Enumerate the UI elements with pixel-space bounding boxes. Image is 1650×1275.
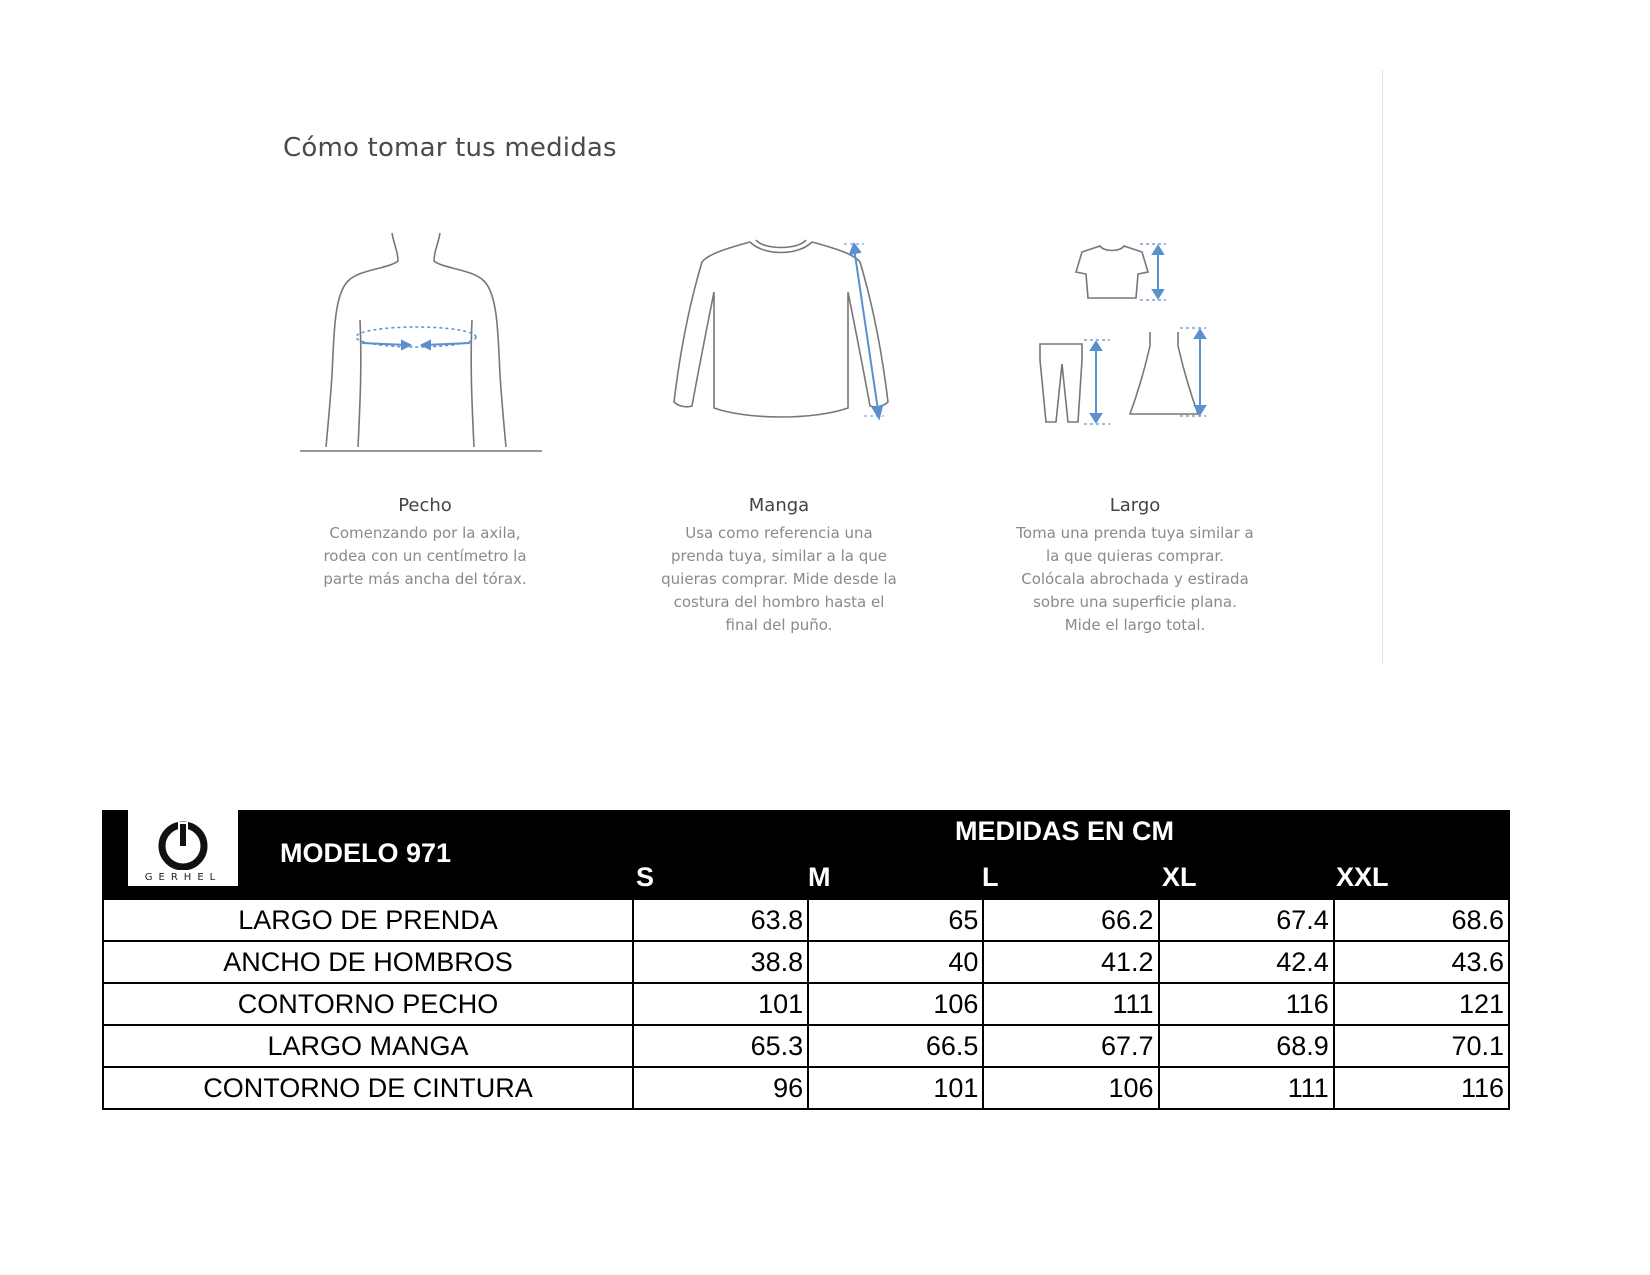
cell-value: 66.2 xyxy=(983,899,1158,941)
size-header-s: S xyxy=(636,862,655,892)
cell-value: 67.7 xyxy=(983,1025,1158,1067)
cell-value: 101 xyxy=(808,1067,983,1109)
caption-pecho xyxy=(290,495,560,591)
cell-value: 66.5 xyxy=(808,1025,983,1067)
cell-value: 111 xyxy=(983,983,1158,1025)
size-table xyxy=(102,810,1510,1110)
table-row xyxy=(103,1025,1509,1067)
caption-text: Comenzando por la axila, rodea con un centímetro la parte más ancha del tórax. xyxy=(323,524,527,588)
cell-value: 68.6 xyxy=(1334,899,1509,941)
caption-text: Toma una prenda tuya similar a la que quieras comprar. Colócala abrochada y estirada sobre una superficie plana. Mide el largo total. xyxy=(1016,524,1254,634)
row-label: LARGO DE PRENDA xyxy=(103,899,633,941)
cell-value: 106 xyxy=(983,1067,1158,1109)
caption-title: Pecho xyxy=(398,495,452,516)
caption-title: Manga xyxy=(748,495,810,516)
table-header xyxy=(102,810,1510,898)
caption-text: Usa como referencia una prenda tuya, similar a la que quieras comprar. Mide desde la costura del hombro hasta el final del puño. xyxy=(661,524,897,634)
units-label: MEDIDAS EN CM xyxy=(955,816,1175,846)
cell-value: 116 xyxy=(1334,1067,1509,1109)
row-label: ANCHO DE HOMBROS xyxy=(103,941,633,983)
size-header-m: M xyxy=(808,862,831,892)
cell-value: 70.1 xyxy=(1334,1025,1509,1067)
cell-value: 106 xyxy=(808,983,983,1025)
cell-value: 65.3 xyxy=(633,1025,808,1067)
size-header-l: L xyxy=(982,862,999,892)
caption-title: Largo xyxy=(1109,495,1161,516)
cell-value: 38.8 xyxy=(633,941,808,983)
guide-title: Cómo tomar tus medidas xyxy=(283,133,617,163)
size-header-xl: XL xyxy=(1162,862,1197,892)
cell-value: 68.9 xyxy=(1159,1025,1334,1067)
power-logo-icon xyxy=(156,820,210,870)
cell-value: 67.4 xyxy=(1159,899,1334,941)
measurements-grid xyxy=(102,898,1510,1110)
cell-value: 40 xyxy=(808,941,983,983)
caption-largo xyxy=(1000,495,1270,637)
section-divider xyxy=(1382,70,1383,665)
cell-value: 96 xyxy=(633,1067,808,1109)
table-row xyxy=(103,983,1509,1025)
chest-measure-illustration xyxy=(290,225,550,465)
cell-value: 43.6 xyxy=(1334,941,1509,983)
table-row xyxy=(103,941,1509,983)
model-name: MODELO 971 xyxy=(280,838,452,868)
row-label: CONTORNO PECHO xyxy=(103,983,633,1025)
row-label: LARGO MANGA xyxy=(103,1025,633,1067)
brand-logo xyxy=(128,810,238,886)
brand-name: GERHEL xyxy=(144,872,222,883)
cell-value: 65 xyxy=(808,899,983,941)
table-row xyxy=(103,899,1509,941)
cell-value: 111 xyxy=(1159,1067,1334,1109)
table-row xyxy=(103,1067,1509,1109)
cell-value: 101 xyxy=(633,983,808,1025)
caption-manga xyxy=(648,495,910,637)
cell-value: 41.2 xyxy=(983,941,1158,983)
cell-value: 121 xyxy=(1334,983,1509,1025)
cell-value: 42.4 xyxy=(1159,941,1334,983)
sleeve-measure-illustration xyxy=(668,232,908,432)
row-label: CONTORNO DE CINTURA xyxy=(103,1067,633,1109)
cell-value: 63.8 xyxy=(633,899,808,941)
cell-value: 116 xyxy=(1159,983,1334,1025)
size-header-xxl: XXL xyxy=(1336,862,1389,892)
length-measure-illustration xyxy=(1030,232,1250,432)
